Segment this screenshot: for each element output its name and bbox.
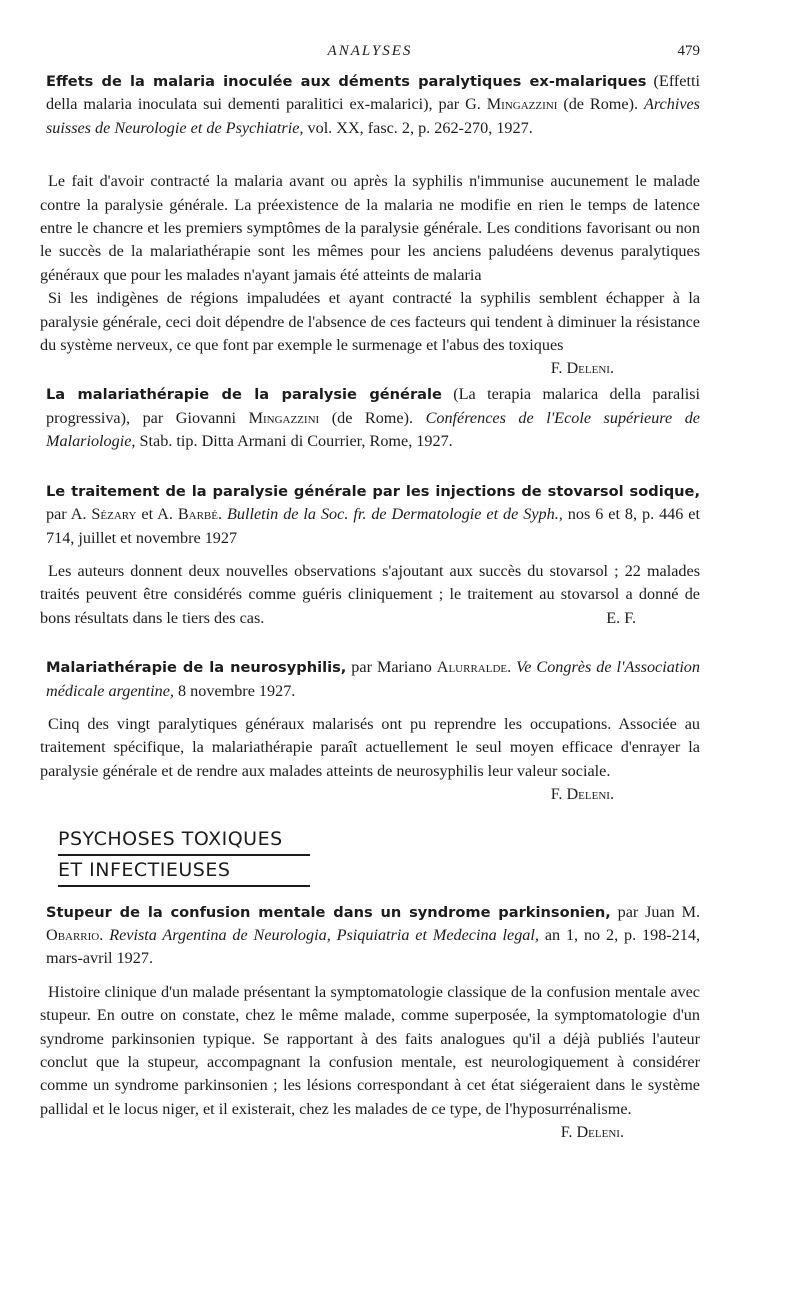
page-number: 479	[677, 43, 700, 59]
review-entry	[40, 70, 700, 378]
citation-text: par Juan M.	[610, 902, 701, 921]
citation-text: par Mariano	[346, 658, 437, 677]
citation	[40, 901, 700, 971]
author-name: Barbé	[177, 505, 218, 524]
signature: F. Deleni.	[550, 359, 614, 378]
signature: F. Deleni.	[560, 1123, 624, 1142]
article-title: Malariathérapie de la neurosyphilis,	[46, 659, 347, 677]
citation-text: .	[507, 658, 517, 677]
author-name: Mingazzini	[248, 408, 320, 427]
citation-text: par A.	[46, 505, 92, 524]
citation	[40, 383, 700, 453]
running-header	[40, 36, 700, 64]
running-title: ANALYSES	[327, 43, 413, 59]
citation-text: (Effetti della malaria inoculata sui dementi paralitici ex-malarici), par G.	[46, 72, 700, 114]
citation-text: (de Rome).	[557, 95, 644, 114]
author-name: Alurralde	[436, 658, 508, 677]
author-name: Obarrio	[46, 925, 100, 944]
article-title: Effets de la malaria inoculée aux déments paralytiques ex-malariques	[46, 73, 647, 90]
citation-ref: nos 6 et 8, p. 446 et 714, juillet et novembre 1927	[46, 505, 700, 547]
abstract-paragraph: Histoire clinique d'un malade présentant la symptomatologie classique de la confusion mentale avec stupeur. En outre on constate, chez le même malade, comme superposée, la symptomatologie d'un syndrome parkinsonien typique. Se rapportant à des faits analogues qu'il a déjà publiés l'auteur conclut que la stupeur, accompagnant la confusion mentale, est neurologiquement à considérer comme un syndrome parkinsonien ; les lésions correspondant à cet état siégeraient dans le système pallidal et le locus niger, et il existerait, chez les malades de ce type, de l'hyposurrénalisme.	[40, 982, 700, 1118]
citation	[40, 70, 700, 140]
journal-page	[40, 36, 700, 1145]
author-name: Sézary	[91, 505, 137, 524]
signature: E. F.	[606, 608, 636, 627]
citation-ref: an 1, no 2, p. 198-214, mars-avril 1927.	[46, 925, 701, 968]
abstract-paragraph	[40, 560, 700, 630]
citation-text: .	[99, 925, 110, 944]
section-heading-line: PSYCHOSES TOXIQUES	[58, 825, 310, 856]
article-title: Le traitement de la paralysie générale par les injections de stovarsol sodique,	[46, 482, 700, 500]
citation	[40, 656, 700, 703]
author-name: Mingazzini	[486, 95, 558, 114]
review-entry	[40, 480, 700, 630]
citation-text: (de Rome).	[319, 408, 426, 427]
citation-text: .	[218, 505, 227, 524]
abstract-text: Les auteurs donnent deux nouvelles observations s'ajoutant aux succès du stovarsol ; 22 malades traités peuvent être considérés comme guéris cliniquement ; le traitement au stovarsol a donné de bons résultats dans le tiers des cas.	[40, 561, 700, 627]
citation-ref: vol. XX, fasc. 2, p. 262-270, 1927.	[303, 118, 533, 137]
journal-name: Revista Argentina de Neurologia, Psiquiatria et Medecina legal,	[109, 925, 539, 944]
review-entry	[40, 656, 700, 806]
article-title: Stupeur de la confusion mentale dans un syndrome parkinsonien,	[46, 903, 611, 921]
abstract-paragraph	[40, 287, 700, 378]
abstract-text: Si les indigènes de régions impaludées et ayant contracté la syphilis semblent échapper à la paralysie générale, ceci doit dépendre de l'absence de ces facteurs qui tendent à diminuer la résistance du système nerveux, ce que font par exemple le surmenage et l'abus des toxiques	[40, 289, 700, 355]
citation-ref: 8 novembre 1927.	[173, 681, 296, 700]
section-heading-line: ET INFECTIEUSES	[58, 856, 310, 887]
abstract-paragraph: Le fait d'avoir contracté la malaria avant ou après la syphilis n'immunise aucunement le malade contre la paralysie générale. La préexistence de la malaria ne modifie en rien le temps de latence entre le chancre et les premiers symptômes de la paralysie générale. Les conditions favorisant ou non le succès de la malariathérapie sont les mêmes pour les anciens paludéens devenus paralytiques généraux que pour les malades n'ayant jamais été atteints de malaria	[40, 172, 700, 284]
citation	[40, 480, 700, 550]
journal-name: Bulletin de la Soc. fr. de Dermatologie et de Syph.,	[227, 505, 563, 524]
journal-name: Archives suisses de Neurologie et de Psychiatrie,	[46, 95, 700, 137]
review-entry	[40, 901, 700, 1145]
article-title: La malariathérapie de la paralysie générale	[46, 386, 442, 404]
section-heading	[58, 825, 310, 887]
citation-text: et A.	[136, 505, 178, 524]
abstract-paragraph: Cinq des vingt paralytiques généraux malarisés ont pu reprendre les occupations. Associée au traitement spécifique, la malariathérapie paraît actuellement le seul moyen efficace d'enrayer la paralysie générale et de rendre aux malades atteints de neurosyphilis leur valeur sociale.	[40, 714, 700, 780]
journal-name: Conférences de l'Ecole supérieure de Malariologie,	[46, 408, 700, 451]
signature: F. Deleni.	[550, 785, 614, 804]
citation-ref: Stab. tip. Ditta Armani di Courrier, Rome, 1927.	[135, 432, 453, 451]
citation-text: (La terapia malarica della paralisi progressiva), par Giovanni	[46, 385, 700, 427]
journal-name: Ve Congrès de l'Association médicale argentine,	[46, 658, 700, 700]
review-entry	[40, 383, 700, 453]
